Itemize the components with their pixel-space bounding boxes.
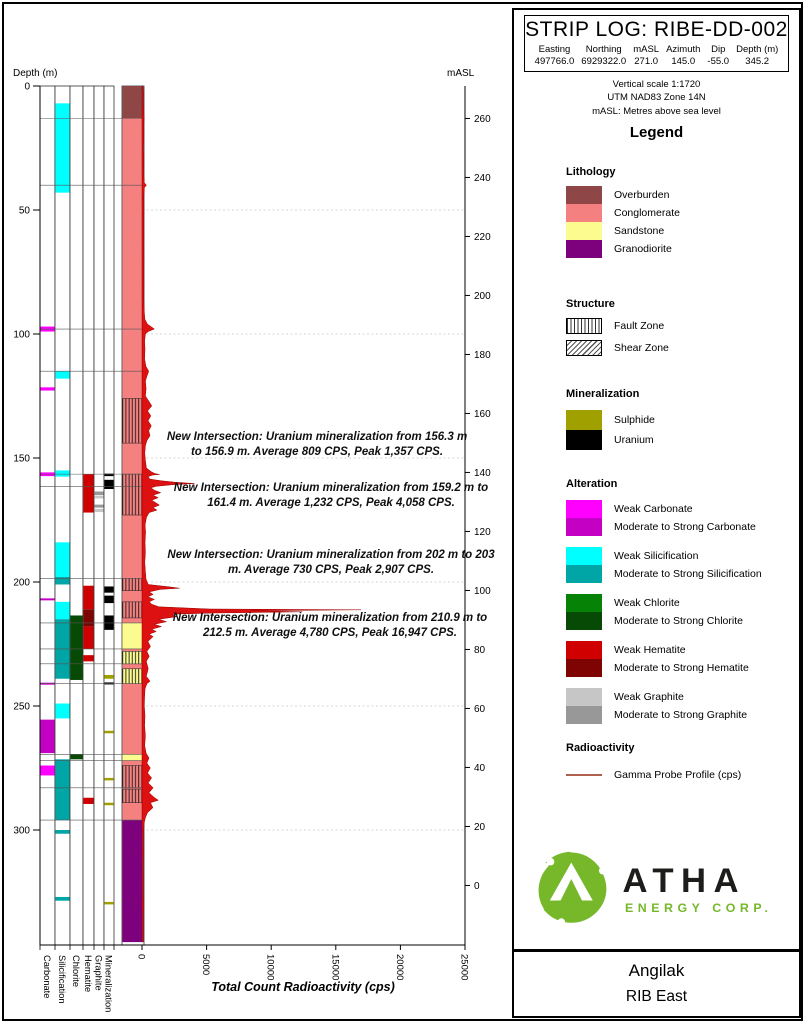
legend-item-label: Weak Chlorite	[614, 597, 680, 609]
legend-item-label: Shear Zone	[614, 342, 669, 354]
logo-mark	[536, 850, 610, 926]
legend-item	[566, 318, 793, 334]
legend-item-label: Granodiorite	[614, 243, 672, 255]
alteration-tracks	[40, 86, 114, 945]
gamma-line-swatch	[566, 774, 602, 776]
lithology-swatch	[566, 204, 602, 222]
svg-text:Mineralization: Mineralization	[103, 955, 114, 1013]
svg-text:260: 260	[474, 113, 491, 125]
fault-zone	[122, 398, 143, 443]
legend-item-label: Sulphide	[614, 414, 655, 426]
area-name: RIB East	[625, 988, 688, 1005]
svg-text:0: 0	[24, 81, 30, 93]
svg-text:15000: 15000	[329, 954, 341, 981]
lithology-swatch	[566, 240, 602, 258]
scale-note: Vertical scale 1:1720	[612, 79, 701, 90]
legend-item-label: Weak Graphite	[614, 691, 684, 703]
svg-text:mASL: mASL	[447, 68, 475, 79]
intersection-annotation: New Intersection: Uranium mineralization from 159.2 m to 161.4 m. Average 1,232 CPS, Peak 4,058 CPS.	[173, 482, 489, 510]
legend-item-label: Sandstone	[614, 225, 665, 237]
vertical-hatch-swatch	[566, 318, 602, 334]
atha-energy-logo	[530, 846, 786, 929]
intersection-annotation: New Intersection: Uranium mineralization from 210.9 m to 212.5 m. Average 4,780 CPS, Peak 16,947 CPS.	[172, 612, 488, 640]
legend-item-label: Uranium	[614, 434, 654, 446]
svg-text:100: 100	[13, 329, 30, 341]
depth-gridlines	[142, 210, 465, 830]
legend-item-label: Moderate to Strong Silicification	[614, 568, 762, 580]
legend-item	[566, 186, 793, 204]
legend-item-label: Fault Zone	[614, 320, 665, 332]
mineralization-swatch	[566, 430, 602, 450]
metadata-field: Easting 497766.0	[534, 44, 575, 67]
alteration-swatch	[566, 641, 602, 677]
scale-note: UTM NAD83 Zone 14N	[607, 92, 706, 104]
legend-item	[566, 410, 793, 430]
legend-item-label: Conglomerate	[614, 207, 680, 219]
legend-item	[566, 340, 793, 356]
legend-item-label: Weak Carbonate	[614, 503, 693, 515]
svg-text:Graphite: Graphite	[93, 955, 104, 991]
legend-section-heading: Lithology	[566, 166, 616, 178]
svg-text:220: 220	[474, 231, 491, 243]
fault-zone	[122, 578, 143, 590]
project-name: Angilak	[628, 961, 685, 980]
metadata-field: Depth (m) 345.2	[736, 44, 779, 67]
fault-zone	[122, 474, 143, 515]
logo-subtitle: ENERGY CORP.	[624, 901, 773, 916]
track-graphite	[94, 86, 104, 945]
strip-log-title: STRIP LOG: RIBE-DD-002	[525, 18, 788, 41]
metadata-field: Dip -55.0	[707, 44, 730, 67]
svg-text:Depth (m): Depth (m)	[13, 68, 58, 79]
svg-text:200: 200	[13, 577, 30, 589]
title-block	[512, 951, 801, 1018]
fault-zone	[122, 651, 143, 663]
svg-text:Chlorite: Chlorite	[71, 955, 81, 988]
legend-item	[566, 222, 793, 240]
alteration-swatch	[566, 594, 602, 630]
svg-text:20000: 20000	[393, 954, 405, 981]
mineralization-swatch	[566, 410, 602, 430]
svg-text:140: 140	[474, 467, 491, 479]
track-hematite	[83, 86, 94, 945]
svg-text:5000: 5000	[200, 954, 212, 976]
lithology-swatch	[566, 222, 602, 240]
legend-item-label: Weak Silicification	[614, 550, 699, 562]
svg-text:100: 100	[474, 585, 491, 597]
legend-item	[566, 641, 793, 677]
svg-text:150: 150	[13, 453, 30, 465]
track-carbonate	[40, 86, 55, 945]
legend-title: Legend	[629, 124, 684, 141]
legend-item-label: Moderate to Strong Carbonate	[614, 521, 756, 533]
fault-zone	[122, 766, 143, 788]
legend-item	[566, 547, 793, 583]
metadata-field: Azimuth 145.0	[666, 44, 701, 67]
svg-text:80: 80	[474, 644, 486, 656]
svg-text:25000: 25000	[458, 954, 470, 981]
legend-section-heading: Mineralization	[566, 388, 640, 400]
intersection-annotation: New Intersection: Uranium mineralization from 156.3 m to 156.9 m. Average 809 CPS, Peak 1,357 CPS.	[166, 431, 468, 459]
svg-text:0: 0	[474, 880, 480, 892]
svg-text:60: 60	[474, 703, 486, 715]
legend-section-heading: Radioactivity	[566, 742, 635, 754]
svg-text:40: 40	[474, 762, 486, 774]
info-panel	[512, 8, 801, 951]
legend-item-label: Weak Hematite	[614, 644, 686, 656]
legend	[514, 10, 799, 949]
svg-text:50: 50	[18, 205, 30, 217]
svg-text:0: 0	[135, 954, 147, 960]
legend-item	[566, 430, 793, 450]
svg-text:20: 20	[474, 821, 486, 833]
fault-zone	[122, 789, 143, 803]
legend-item-label: Overburden	[614, 189, 670, 201]
legend-section-heading: Alteration	[566, 478, 618, 490]
svg-text:200: 200	[474, 290, 491, 302]
logo-wordmark: ATHA	[622, 862, 746, 901]
legend-item-label: Moderate to Strong Hematite	[614, 662, 749, 674]
diagonal-hatch-swatch	[566, 340, 602, 356]
alteration-swatch	[566, 688, 602, 724]
svg-text:250: 250	[13, 701, 30, 713]
legend-item	[566, 500, 793, 536]
legend-item	[566, 688, 793, 724]
lithology-swatch	[566, 186, 602, 204]
track-mineralization	[104, 86, 114, 945]
legend-item-label: Moderate to Strong Chlorite	[614, 615, 743, 627]
intersection-annotation: New Intersection: Uranium mineralization from 202 m to 203 m. Average 730 CPS, Peak 2,907 CPS.	[167, 549, 495, 577]
legend-item	[566, 204, 793, 222]
alteration-swatch	[566, 500, 602, 536]
alteration-swatch	[566, 547, 602, 583]
fault-zone	[122, 602, 143, 618]
svg-text:Hematite: Hematite	[83, 955, 93, 993]
legend-item	[566, 240, 793, 258]
gamma-probe-profile	[142, 86, 361, 942]
svg-text:240: 240	[474, 172, 491, 184]
svg-text:180: 180	[474, 349, 491, 361]
legend-item	[566, 594, 793, 630]
legend-section-heading: Structure	[566, 298, 615, 310]
svg-text:Silicification: Silicification	[57, 955, 67, 1004]
metadata-field: Northing 6929322.0	[581, 44, 627, 67]
cps-axis-title: Total Count Radioactivity (cps)	[211, 980, 395, 994]
legend-item	[566, 768, 793, 782]
legend-item-label: Moderate to Strong Graphite	[614, 709, 748, 721]
metadata-field: mASL 271.0	[633, 44, 660, 67]
svg-text:120: 120	[474, 526, 491, 538]
svg-text:Carbonate: Carbonate	[42, 955, 52, 999]
scale-note: mASL: Metres above sea level	[592, 105, 721, 117]
track-chlorite	[70, 86, 83, 945]
fault-zone	[122, 669, 143, 684]
svg-text:160: 160	[474, 408, 491, 420]
svg-text:300: 300	[13, 825, 30, 837]
svg-text:10000: 10000	[264, 954, 276, 981]
legend-item-label: Gamma Probe Profile (cps)	[614, 769, 742, 781]
